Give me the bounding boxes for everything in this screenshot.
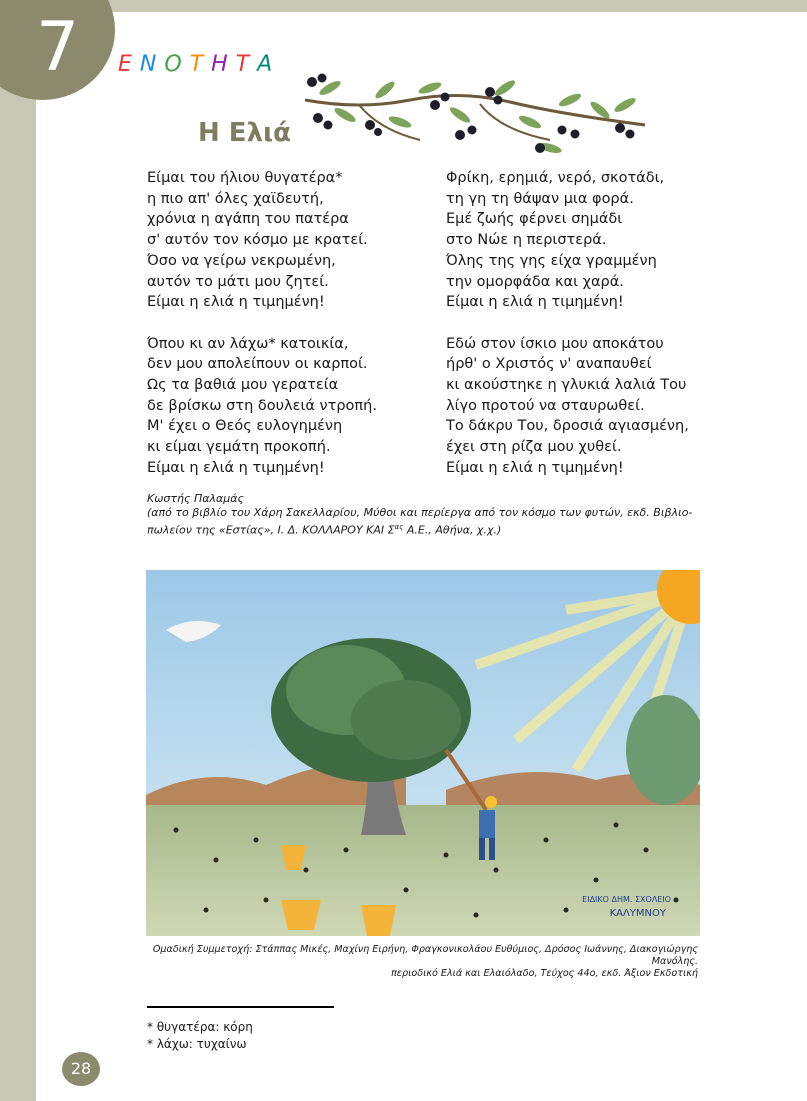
- poem-refrain: Είμαι η ελιά η τιμημένη!: [147, 459, 325, 476]
- left-margin-strip: [0, 0, 40, 1101]
- author-name: Κωστής Παλαμάς: [147, 492, 244, 505]
- painting-signature-line1: ΕΙΔΙΚΟ ΔΗΜ. ΣΧΟΛΕΙΟ: [582, 895, 671, 904]
- poem-line: κι ακούστηκε η γλυκιά λαλιά Του: [446, 377, 687, 394]
- chapter-number: 7: [36, 8, 80, 87]
- stanza: [446, 168, 689, 313]
- poem-refrain: Είμαι η ελιά η τιμημένη!: [446, 294, 624, 311]
- poem-line: Μ' έχει ο Θεός ευλογημένη: [147, 418, 343, 435]
- painting-signature-line2: ΚΑΛΥΜΝΟΥ: [609, 908, 666, 919]
- unit-letter: Ε: [118, 52, 140, 77]
- poem-title: Η Ελιά: [198, 118, 292, 148]
- poem-refrain: Είμαι η ελιά η τιμημένη!: [446, 459, 624, 476]
- page-number: 28: [62, 1052, 100, 1086]
- unit-letter: Ο: [164, 52, 190, 77]
- poem-line: η πιο απ' όλες χαϊδευτή,: [147, 190, 324, 207]
- children-painting: [146, 570, 700, 936]
- citation-end: Α.Ε., Αθήνα, χ.χ.): [403, 523, 502, 537]
- poem-line: Ως τα βαθιά μου γερατεία: [147, 377, 339, 394]
- citation-text: [147, 506, 707, 538]
- poem-line: τη γη τη θάψαν μια φορά.: [446, 190, 634, 207]
- stanza: [446, 334, 689, 479]
- poem-line: Εδώ στον ίσκιο μου αποκάτου: [446, 335, 664, 352]
- poem-line: δεν μου απολείπουν οι καρποί.: [147, 356, 368, 373]
- poem-line: Όπου κι αν λάχω* κατοικία,: [147, 335, 349, 352]
- poem-line: ήρθ' ο Χριστός ν' αναπαυθεί: [446, 356, 652, 373]
- painting-caption: [146, 944, 698, 980]
- caption-line: Ομαδική Συμμετοχή: Στάππας Μικές, Μαχίνη Ειρήνη, Φραγκονικολάου Ευθύμιος, Δρόσος Ιωάννης, Διακογιώργης Μανόλης.: [152, 944, 698, 967]
- poem-line: Είμαι του ήλιου θυγατέρα*: [147, 170, 343, 186]
- poem-line: Το δάκρυ Του, δροσιά αγιασμένη,: [446, 418, 689, 435]
- source-citation: [147, 492, 707, 538]
- poem-line: την ομορφάδα και χαρά.: [446, 273, 624, 290]
- footnote-divider: [147, 1006, 334, 1008]
- poem-line: έχει στη ρίζα μου χυθεί.: [446, 439, 622, 456]
- unit-letter: Τ: [235, 52, 258, 77]
- poem-line: στο Νώε η περιστερά.: [446, 232, 607, 249]
- unit-letter: Τ: [189, 52, 212, 77]
- citation-main: (από το βιβλίο του Χάρη Σακελλαρίου, Μύθοι και περίεργα από τον κόσμο των φυτών, εκδ. Βιβλιο-πωλείον της «Εστίας», Ι. Δ. ΚΟΛΛΑΡΟΥ ΚΑΙ Σ: [147, 506, 693, 537]
- footnote: * θυγατέρα: κόρη: [147, 1020, 253, 1034]
- poem-line: κι είμαι γεμάτη προκοπή.: [147, 439, 331, 456]
- poem-refrain: Είμαι η ελιά η τιμημένη!: [147, 294, 325, 311]
- poem-line: Φρίκη, ερημιά, νερό, σκοτάδι,: [446, 170, 665, 186]
- stanza: [147, 334, 377, 479]
- unit-letter: Η: [211, 52, 236, 77]
- poem-right-column: [446, 168, 689, 499]
- citation-superscript: ας: [394, 523, 404, 531]
- poem-line: χρόνια η αγάπη του πατέρα: [147, 211, 349, 228]
- poem-line: λίγο προτού να σταυρωθεί.: [446, 397, 645, 414]
- poem-line: αυτόν το μάτι μου ζητεί.: [147, 273, 329, 290]
- poem-line: δε βρίσκω στη δουλειά ντροπή.: [147, 397, 377, 414]
- unit-heading: [118, 52, 280, 77]
- poem-line: Όσο να γείρω νεκρωμένη,: [147, 252, 336, 269]
- unit-letter: Α: [257, 52, 281, 77]
- poem-line: Όλης της γης είχα γραμμένη: [446, 252, 657, 269]
- caption-line: περιοδικό Ελιά και Ελαιόλαδο, Τεύχος 44ο, εκδ. Άξιον Εκδοτική: [391, 968, 698, 979]
- poem-left-column: [147, 168, 377, 499]
- olive-branch-illustration: [300, 70, 650, 165]
- poem-line: Εμέ ζωής φέρνει σημάδι: [446, 211, 623, 228]
- stanza: [147, 168, 377, 313]
- unit-letter: Ν: [139, 52, 165, 77]
- poem-line: σ' αυτόν τον κόσμο με κρατεί.: [147, 232, 368, 249]
- footnote: * λάχω: τυχαίνω: [147, 1037, 247, 1051]
